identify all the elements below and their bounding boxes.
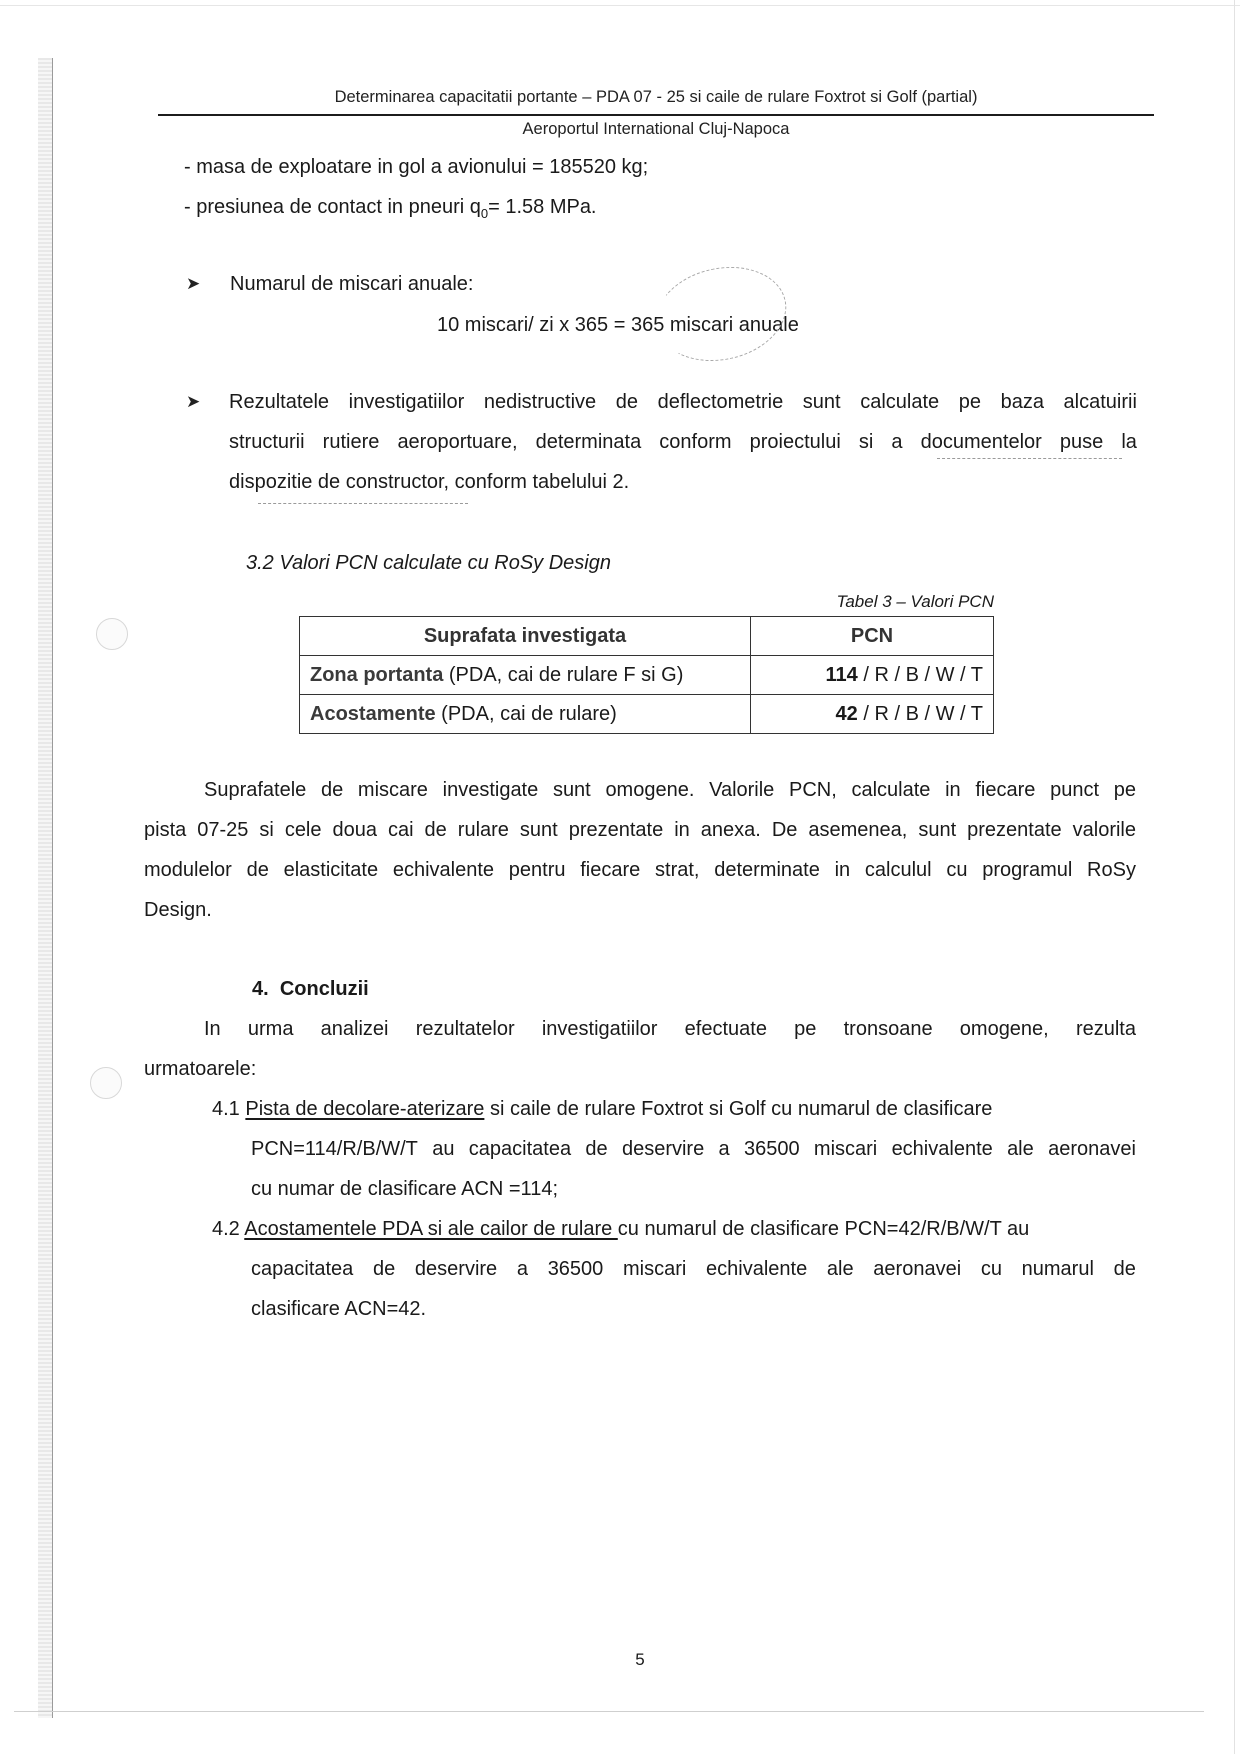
word: sunt <box>519 819 558 841</box>
word: Rezultatele <box>229 391 330 413</box>
table-header-row <box>300 617 994 656</box>
pcn-code: / R / B / W / T <box>857 702 983 725</box>
results-line-2 <box>229 429 1137 455</box>
item-text: cu numarul de clasificare PCN=42/R/B/W/T au <box>617 1218 1030 1240</box>
word: 36500 <box>547 1258 604 1280</box>
table-row <box>300 656 994 695</box>
word: de <box>1113 1258 1136 1280</box>
word: de <box>615 391 638 413</box>
header-rule <box>158 114 1154 116</box>
word: capacitatea <box>251 1258 354 1280</box>
paragraph-line <box>204 777 1136 803</box>
word: punct <box>1050 779 1100 801</box>
word: puse <box>1059 431 1104 453</box>
table-cell-surface <box>300 656 751 695</box>
word: determinate <box>714 859 820 881</box>
punch-hole <box>90 1067 122 1099</box>
table-caption: Tabel 3 – Valori PCN <box>836 592 994 611</box>
word: la <box>1121 431 1137 453</box>
word: pe <box>1113 779 1136 801</box>
conclusion-item-4-1-line-3: cu numar de clasificare ACN =114; <box>251 1178 559 1200</box>
word: omogene. <box>605 779 695 801</box>
surface-detail: (PDA, cai de rulare F si G) <box>443 663 684 686</box>
word: rutiere <box>322 431 380 453</box>
word: modulelor <box>144 859 232 881</box>
item-number: 4.1 <box>212 1098 240 1120</box>
conclusion-item-4-1-line-1 <box>212 1096 1136 1122</box>
word: pe <box>958 391 981 413</box>
table-cell-surface <box>300 695 751 734</box>
pcn-code: / R / B / W / T <box>857 663 983 686</box>
word: nedistructive <box>483 391 597 413</box>
arrowhead-bullet-icon: ➤ <box>186 274 201 293</box>
word: fiecare <box>580 859 641 881</box>
word: sunt <box>918 819 957 841</box>
surface-name: Acostamente <box>310 702 436 725</box>
word: numarul <box>1021 1258 1094 1280</box>
table-cell-pcn <box>751 695 994 734</box>
results-line-3: dispozitie de constructor, conform tabelului 2. <box>229 471 630 493</box>
word: conform <box>659 431 732 453</box>
word: investigatiilor <box>541 1018 658 1040</box>
word: a <box>718 1138 730 1160</box>
word: tronsoane <box>843 1018 933 1040</box>
paragraph-line <box>144 817 1136 843</box>
movements-formula: 10 miscari/ zi x 365 = 365 miscari anuale <box>437 314 799 336</box>
word: aeronavei <box>873 1258 962 1280</box>
word: determinata <box>535 431 642 453</box>
word: in <box>834 859 851 881</box>
word: si <box>858 431 874 453</box>
item-number: 4.2 <box>212 1218 240 1240</box>
word: Valorile <box>709 779 775 801</box>
word: miscari <box>623 1258 687 1280</box>
word: rezultatelor <box>415 1018 515 1040</box>
paragraph-line: Design. <box>144 899 212 921</box>
pcn-value: 42 <box>835 702 858 725</box>
word: asemenea, <box>808 819 908 841</box>
paragraph-line <box>144 857 1136 883</box>
section-3-2-heading: 3.2 Valori PCN calculate cu RoSy Design <box>246 552 611 574</box>
word: Suprafatele <box>204 779 307 801</box>
pressure-value: = 1.58 MPa. <box>488 196 597 218</box>
section-4-heading <box>252 976 369 1002</box>
conclusion-item-4-1-line-2 <box>251 1136 1136 1162</box>
page-number: 5 <box>635 1650 645 1669</box>
word: in <box>674 819 690 841</box>
word: pista <box>144 819 187 841</box>
pressure-text: - presiunea de contact in pneuri q <box>184 196 481 218</box>
word: proiectului <box>749 431 841 453</box>
word: echivalente <box>392 859 495 881</box>
word: doua <box>332 819 377 841</box>
pcn-table <box>299 616 994 734</box>
word: 36500 <box>743 1138 800 1160</box>
word: ale <box>1007 1138 1034 1160</box>
word: de <box>424 819 447 841</box>
word: de <box>246 859 269 881</box>
word: structurii <box>229 431 305 453</box>
word: cele <box>284 819 322 841</box>
results-line-1 <box>229 389 1137 415</box>
document-header-title: Determinarea capacitatii portante – PDA 07 - 25 si caile de rulare Foxtrot si Golf (partial) <box>334 88 978 106</box>
item-text: si caile de rulare Foxtrot si Golf cu numarul de clasificare <box>484 1098 993 1120</box>
word: fiecare <box>975 779 1036 801</box>
word: rulare <box>457 819 509 841</box>
scan-edge-bottom <box>14 1711 1204 1712</box>
word: investigatiilor <box>348 391 465 413</box>
word: omogene, <box>959 1018 1049 1040</box>
word: baza <box>1000 391 1044 413</box>
arrowhead-bullet-icon: ➤ <box>186 392 201 411</box>
handwritten-underline-mark <box>937 458 1122 460</box>
word: capacitatea <box>468 1138 572 1160</box>
word: miscari <box>813 1138 878 1160</box>
word: sunt <box>802 391 841 413</box>
word: cu <box>980 1258 1002 1280</box>
word: prezentate <box>967 819 1062 841</box>
handwritten-underline-mark <box>258 503 468 505</box>
word: strat, <box>655 859 700 881</box>
item-subject: Pista de decolare-aterizare <box>245 1098 485 1120</box>
document-header-subtitle: Aeroportul International Cluj-Napoca <box>522 120 790 138</box>
word: anexa. <box>700 819 761 841</box>
word: 07-25 <box>197 819 249 841</box>
word: cai <box>387 819 414 841</box>
conclusion-intro-cont: urmatoarele: <box>144 1058 257 1080</box>
word: documentelor <box>920 431 1042 453</box>
conclusion-item-4-2-line-1 <box>212 1216 1136 1242</box>
heading-text: Concluzii <box>279 978 369 1000</box>
word: aeronavei <box>1048 1138 1136 1160</box>
word: pentru <box>508 859 566 881</box>
word: deflectometrie <box>657 391 784 413</box>
table-header-pcn: PCN <box>751 617 994 656</box>
word: PCN=114/R/B/W/T <box>251 1138 418 1160</box>
word: calculul <box>864 859 932 881</box>
word: efectuate <box>684 1018 767 1040</box>
word: prezentate <box>568 819 664 841</box>
word: cu <box>946 859 968 881</box>
word: programul <box>982 859 1073 881</box>
word: rezulta <box>1075 1018 1136 1040</box>
item-subject: Acostamentele PDA si ale cailor de rulare <box>244 1218 618 1240</box>
word: calculate <box>860 391 940 413</box>
pressure-line <box>184 194 597 220</box>
mass-line: - masa de exploatare in gol a avionului = 185520 kg; <box>184 156 649 178</box>
surface-detail: (PDA, cai de rulare) <box>435 702 617 725</box>
pcn-value: 114 <box>825 663 858 686</box>
word: deservire <box>414 1258 498 1280</box>
scan-binding-edge <box>38 58 53 1718</box>
word: in <box>945 779 961 801</box>
table-row <box>300 695 994 734</box>
word: De <box>771 819 798 841</box>
pressure-subscript: 0 <box>480 206 489 221</box>
surface-name: Zona portanta <box>310 663 444 686</box>
word: elasticitate <box>283 859 379 881</box>
punch-hole <box>96 618 128 650</box>
word: analizei <box>320 1018 389 1040</box>
word: miscare <box>357 779 428 801</box>
scan-edge-top <box>0 5 1240 6</box>
word: valorile <box>1072 819 1136 841</box>
word: aeroportuare, <box>397 431 518 453</box>
word: au <box>432 1138 455 1160</box>
conclusion-item-4-2-line-2 <box>251 1256 1136 1282</box>
table-header-surface: Suprafata investigata <box>300 617 751 656</box>
word: sunt <box>552 779 591 801</box>
word: deservire <box>621 1138 705 1160</box>
word: RoSy <box>1087 859 1136 881</box>
scan-edge-right <box>1234 0 1235 1754</box>
word: a <box>891 431 903 453</box>
word: In <box>204 1018 221 1040</box>
heading-number: 4. <box>252 978 269 1000</box>
word: ale <box>826 1258 854 1280</box>
word: de <box>372 1258 396 1280</box>
word: si <box>259 819 274 841</box>
word: calculate <box>851 779 931 801</box>
word: echivalente <box>891 1138 993 1160</box>
word: a <box>516 1258 528 1280</box>
word: alcatuirii <box>1063 391 1137 413</box>
word: de <box>320 779 344 801</box>
word: urma <box>247 1018 294 1040</box>
conclusion-item-4-2-line-3: clasificare ACN=42. <box>251 1298 427 1320</box>
word: pe <box>794 1018 817 1040</box>
table-cell-pcn <box>751 656 994 695</box>
movements-label: Numarul de miscari anuale: <box>230 273 474 295</box>
word: echivalente <box>706 1258 808 1280</box>
conclusion-intro <box>204 1016 1136 1042</box>
word: de <box>585 1138 608 1160</box>
word: PCN, <box>789 779 837 801</box>
word: investigate <box>442 779 539 801</box>
